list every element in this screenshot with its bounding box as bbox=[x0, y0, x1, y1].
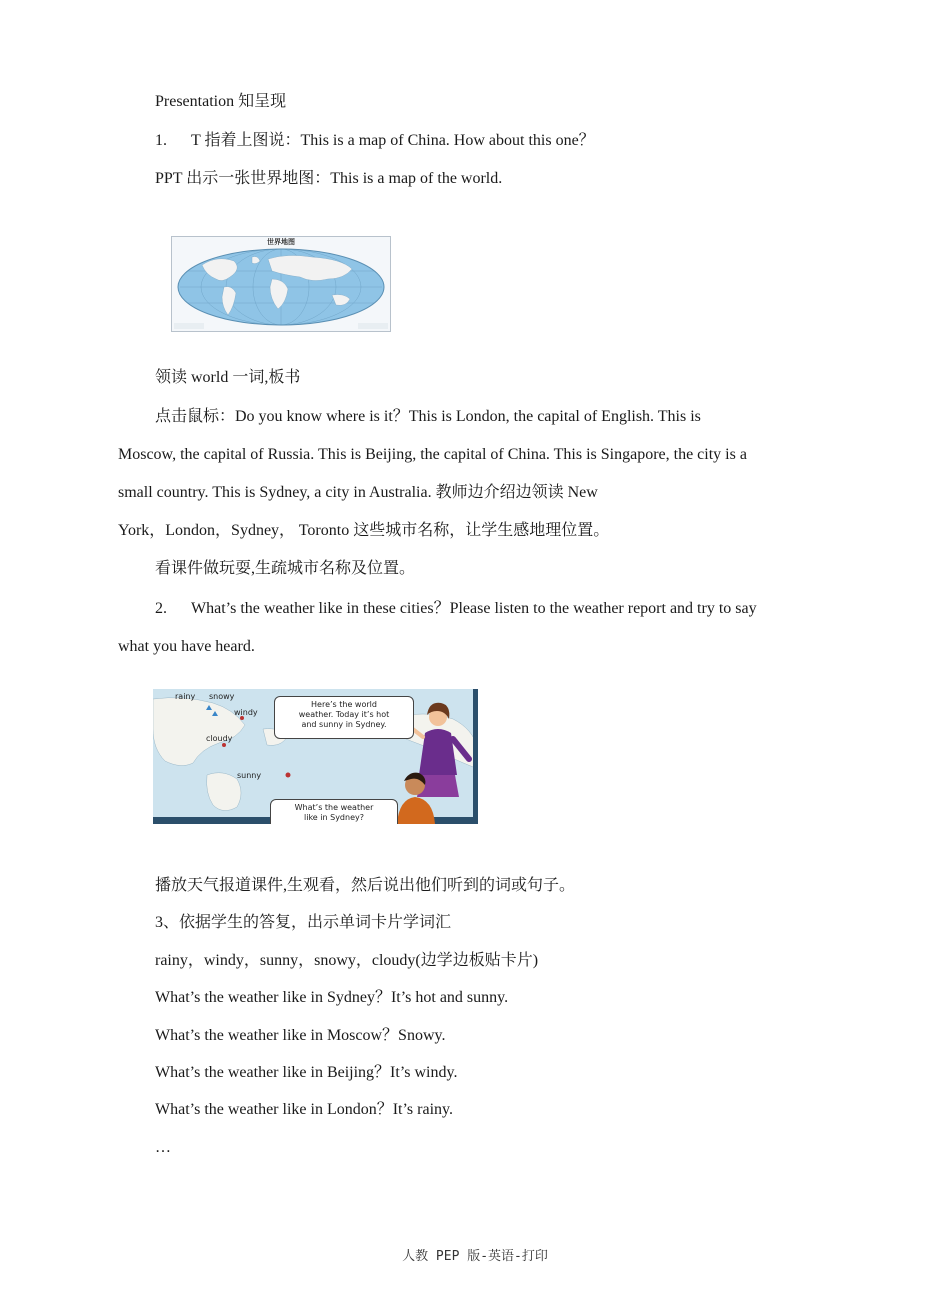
world-map-image bbox=[171, 236, 391, 332]
dialogue-line: What’s the weather like in Beijing？It’s windy. bbox=[155, 1064, 458, 1081]
step-number: 1. bbox=[155, 132, 167, 149]
section-heading: Presentation 知呈现 bbox=[155, 93, 287, 110]
step-1 bbox=[155, 131, 595, 151]
weather-report-image bbox=[153, 689, 478, 824]
step-text: T 指着上图说：This is a map of China. How about this one？ bbox=[191, 132, 595, 149]
label-cloudy: cloudy bbox=[206, 734, 233, 743]
paragraph-continued: small country. This is Sydney, a city in Australia. 教师边介绍边领读 New bbox=[118, 484, 598, 501]
label-sunny: sunny bbox=[237, 771, 262, 780]
label-rainy: rainy bbox=[175, 692, 196, 701]
paragraph: 领读 world 一词,板书 bbox=[155, 369, 301, 386]
paragraph: PPT 出示一张世界地图：This is a map of the world. bbox=[155, 170, 503, 187]
dialogue-line: What’s the weather like in Sydney？It’s hot and sunny. bbox=[155, 989, 509, 1006]
paragraph-continued: what you have heard. bbox=[118, 638, 255, 655]
paragraph: 点击鼠标：Do you know where is it？This is London, the capital of English. This is bbox=[155, 408, 701, 425]
label-snowy: snowy bbox=[209, 692, 235, 701]
dialogue-line: What’s the weather like in Moscow？Snowy. bbox=[155, 1027, 446, 1044]
step-number: 2. bbox=[155, 600, 167, 617]
page-footer: 人教 PEP 版-英语-打印 bbox=[402, 1249, 548, 1264]
paragraph: 看课件做玩耍,生疏城市名称及位置。 bbox=[155, 560, 416, 577]
label-windy: windy bbox=[234, 708, 258, 717]
student-speech-bubble: What’s the weather like in Sydney? bbox=[270, 799, 398, 824]
paragraph-continued: York，London，Sydney， Toronto 这些城市名称，让学生感地理位置。 bbox=[118, 522, 610, 539]
map-title: 世界地图 bbox=[267, 238, 295, 246]
paragraph: 播放天气报道课件,生观看，然后说出他们听到的词或句子。 bbox=[155, 877, 576, 894]
paragraph-continued: Moscow, the capital of Russia. This is Beijing, the capital of China. This is Singapore, the city is a bbox=[118, 446, 747, 463]
step-2 bbox=[155, 599, 757, 619]
teacher-speech-bubble: Here’s the world weather. Today it’s hot and sunny in Sydney. bbox=[274, 696, 414, 739]
vocabulary-list: rainy，windy，sunny，snowy，cloudy(边学边板贴卡片) bbox=[155, 952, 539, 969]
step-text: What’s the weather like in these cities？Please listen to the weather report and try to say bbox=[191, 600, 757, 617]
ellipsis: … bbox=[155, 1139, 171, 1156]
dialogue-line: What’s the weather like in London？It’s rainy. bbox=[155, 1101, 453, 1118]
step-3: 3、依据学生的答复，出示单词卡片学词汇 bbox=[155, 914, 452, 931]
